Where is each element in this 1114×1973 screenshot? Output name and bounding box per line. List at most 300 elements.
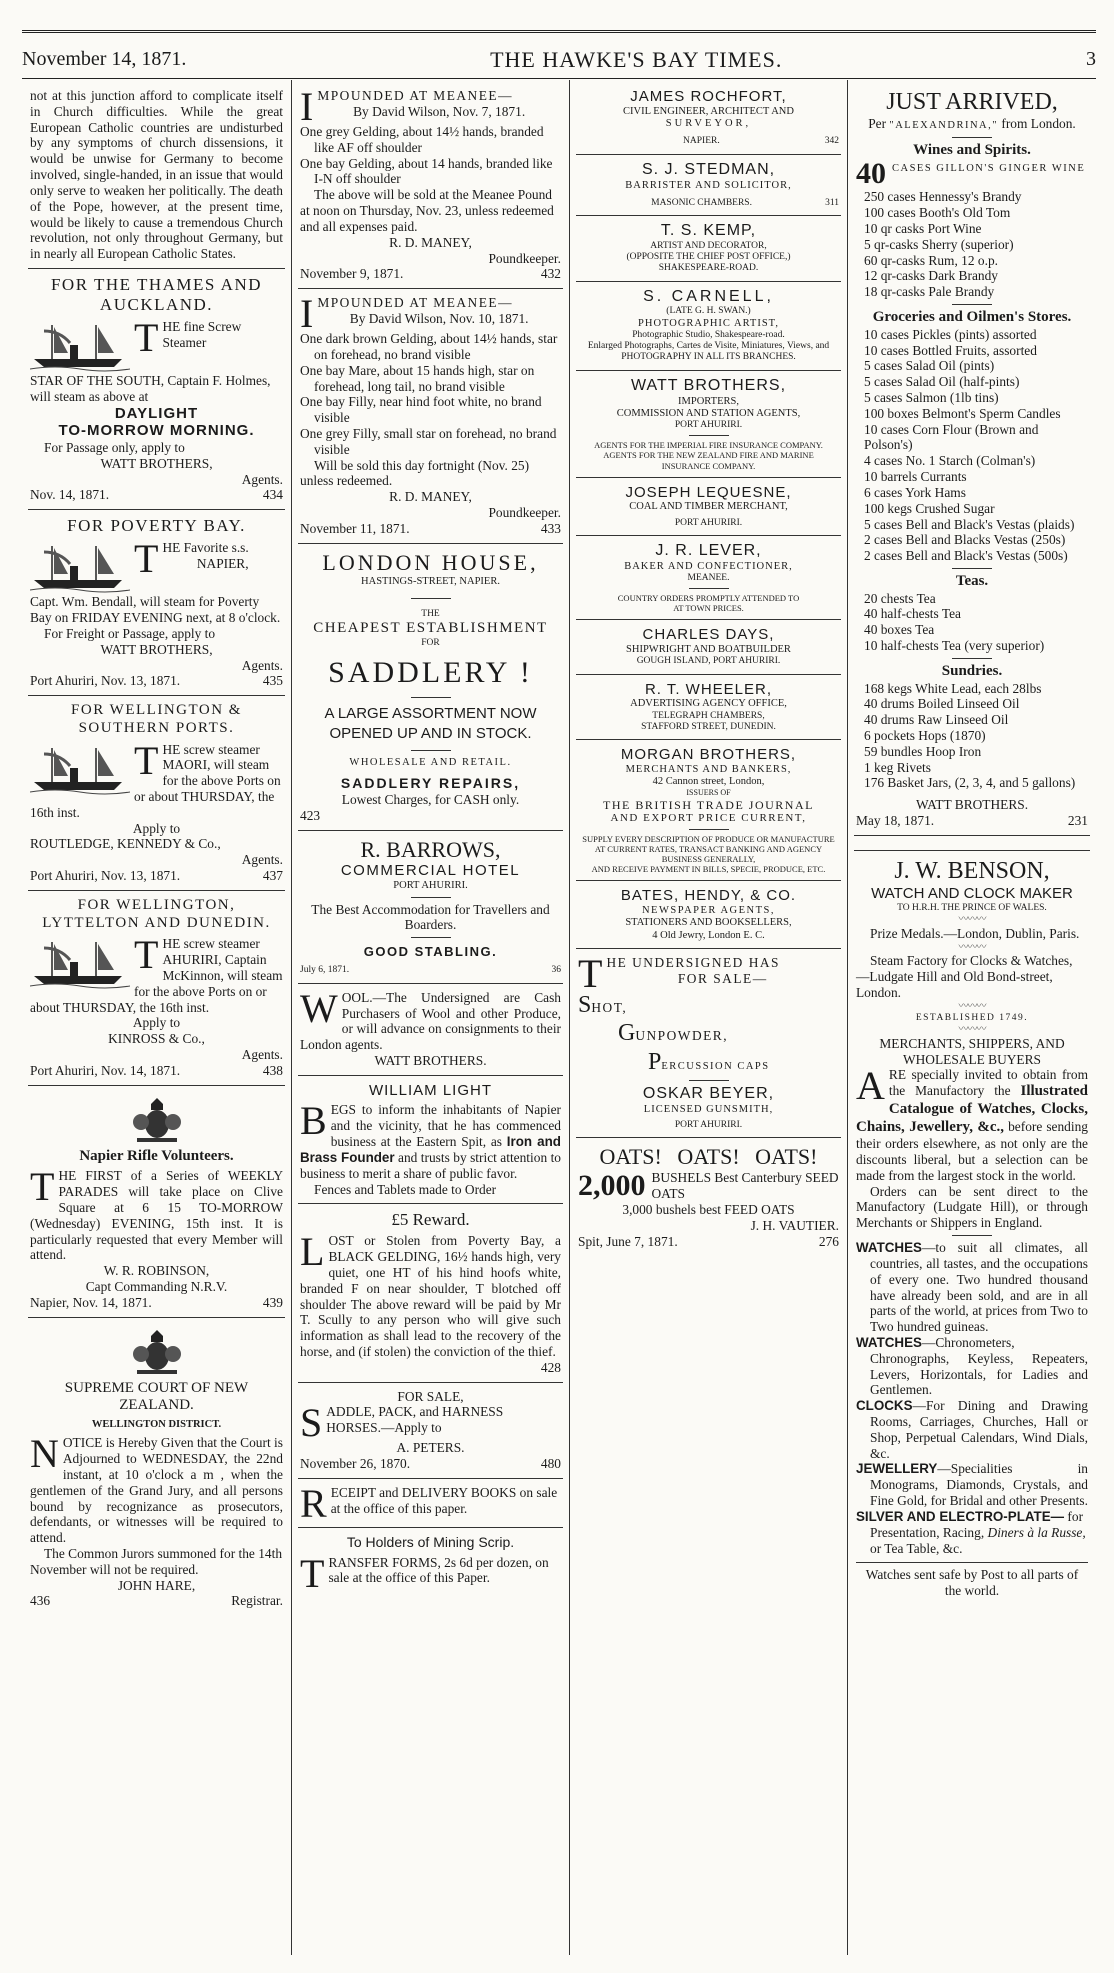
ad-number: 342 <box>824 136 839 147</box>
drop-cap: I <box>300 295 314 332</box>
card-line: SUPPLY EVERY DESCRIPTION OF PRODUCE OR MANUFACTURE AT CURRENT RATES, TRANSACT BANKING AND AGENCY BUSINESS GENERALLY, <box>582 834 835 865</box>
ad-agent: WATT BROTHERS, <box>100 641 213 657</box>
groceries-list <box>856 327 1088 564</box>
ad-body: RANSFER FORMS, 2s 6d per dozen, on sale at the office of this Paper. <box>328 1554 549 1586</box>
drop-cap: P <box>648 1048 662 1075</box>
ad-byline: By David Wilson, Nov. 10, 1871. <box>349 310 529 326</box>
drop-cap: A <box>856 1067 885 1109</box>
divider <box>411 750 451 751</box>
ad-heading: FOR SALE, <box>397 1388 464 1404</box>
list-item: 60 qr-casks Rum, 12 o.p. <box>864 252 998 268</box>
ad-mining-scrip <box>298 1528 563 1597</box>
list-item: 40 boxes Tea <box>864 622 935 638</box>
ad-date: July 6, 1871. <box>300 965 350 976</box>
divider <box>952 304 992 305</box>
steamship-icon <box>30 742 130 796</box>
top-rule <box>22 30 1096 33</box>
ad-heading: OATS! OATS! OATS! <box>599 1144 818 1170</box>
card-name: CHARLES DAYS, <box>642 626 775 644</box>
ad-post: Watches sent safe by Post to all parts of the world. <box>856 1562 1088 1599</box>
ad-number: 437 <box>262 868 283 884</box>
divider <box>689 1080 729 1081</box>
column-2 <box>292 80 570 1955</box>
ad-heading: LONDON HOUSE, <box>322 549 539 575</box>
list-item: 4 cases No. 1 Starch (Colman's) <box>864 453 1036 469</box>
ad-body: HE fine Screw Steamer <box>162 319 242 350</box>
card-line: SURVEYOR, <box>665 118 752 130</box>
masthead <box>22 46 1096 74</box>
ad-body: ADDLE, PACK, and HARNESS HORSES.—Apply to <box>326 1404 504 1436</box>
ad-body: OTICE is Hereby Given that the Court is Adjourned to WEDNESDAY, the 22nd instant, at 10 o'clock a m , when the gentlemen of the Grand Jury, and all persons bound by recognizance as prosecutors, defendants, or witnesses will be required to attend. <box>30 1435 283 1546</box>
card-name: JAMES ROCHFORT, <box>630 88 787 105</box>
ad-impounded-1 <box>298 82 563 289</box>
card-line: ARTIST AND DECORATOR, <box>650 240 767 251</box>
ad-rifle-volunteers <box>28 1086 285 1318</box>
ad-body: HE screw steamer AHURIRI, Captain McKinnon, will steam for the above Ports on or about THURSDAY, the 16th inst. <box>30 936 283 1015</box>
ad-date: May 18, 1871. <box>856 813 935 829</box>
drop-cap: N <box>30 1435 59 1477</box>
ad-number: 439 <box>262 1294 283 1310</box>
card-line: THE BRITISH TRADE JOURNAL <box>603 797 814 812</box>
ad-number: 231 <box>1067 813 1088 829</box>
card-line: PORT AHURIRI. <box>674 517 743 528</box>
card-name: S. J. STEDMAN, <box>641 160 776 178</box>
ad-date: Port Ahuriri, Nov. 14, 1871. <box>30 1062 181 1078</box>
divider <box>411 598 451 599</box>
ad-bold-1: DAYLIGHT <box>114 404 199 422</box>
ad-shot: HOT, <box>591 999 628 1015</box>
card-line: 42 Cannon street, London, <box>652 776 765 788</box>
card-line: GOUGH ISLAND, PORT AHURIRI. <box>636 656 781 667</box>
drop-cap: T <box>578 954 603 991</box>
ad-signature: R. D. MANEY, <box>389 489 472 505</box>
ad-stabling: GOOD STABLING. <box>363 944 498 960</box>
ad-line: BUSHELS Best Canterbury SEED OATS <box>651 1170 839 1202</box>
ad-line: CASES GILLON'S GINGER WINE <box>892 163 1086 175</box>
ad-heading: R. BARROWS, <box>360 836 501 862</box>
card-name: S. CARNELL, <box>643 287 774 305</box>
divider <box>952 137 992 138</box>
card-line: COMMISSION AND STATION AGENTS, <box>616 407 801 419</box>
ad-apply: Apply to <box>132 820 181 836</box>
card-line: TELEGRAPH CHAMBERS, <box>652 710 765 721</box>
ad-number: 428 <box>540 1359 561 1375</box>
ad-gunpowder: UNPOWDER, <box>635 1028 729 1044</box>
ad-number: 438 <box>262 1062 283 1078</box>
divider <box>952 1235 992 1236</box>
card-name: R. T. WHEELER, <box>644 680 773 698</box>
ad-item-text: or Tea Table, &c. <box>870 1540 963 1556</box>
ad-quantity: 40 <box>856 159 886 190</box>
ad-ship: "ALEXANDRINA," <box>889 120 999 132</box>
ad-number: 480 <box>540 1456 561 1472</box>
list-item: 12 qr-casks Dark Brandy <box>864 268 998 284</box>
card-name: JOSEPH LEQUESNE, <box>625 483 792 501</box>
ad-bold-2: TO-MORROW MORNING. <box>58 422 255 440</box>
card-line: COUNTRY ORDERS PROMPTLY ATTENDED TO <box>617 593 800 604</box>
ad-assortment: A LARGE ASSORTMENT NOW OPENED UP AND IN STOCK. <box>324 704 537 742</box>
ad-catalogue: Illustrated Catalogue of Watches, Clocks, Chains, Jewellery, &c., <box>856 1083 1088 1135</box>
squiggle-divider: 〰〰〰 <box>958 941 986 953</box>
ad-agents-label: Agents. <box>241 657 283 673</box>
ad-receipt-books <box>298 1479 563 1528</box>
card-lequesne <box>576 478 841 536</box>
list-item: 5 cases Bell and Black's Vestas (plaids) <box>864 516 1075 532</box>
card-stedman <box>576 155 841 216</box>
list-item: 2 cases Bell and Black's Vestas (500s) <box>864 548 1068 564</box>
drop-cap: L <box>300 1233 325 1275</box>
newspaper-title: THE HAWKE'S BAY TIMES. <box>490 47 783 73</box>
section-heading: Groceries and Oilmen's Stores. <box>872 309 1072 326</box>
ad-lowest: Lowest Charges, for CASH only. <box>341 791 520 807</box>
ad-item-text: —to suit all climates, all countries, all tastes, and the occupations of every one. Two hundred thousand have already been sold, and are in all parts of the world, at prices from Two to Two hundred guineas. <box>870 1240 1088 1335</box>
card-carnell <box>576 282 841 371</box>
spirits-list <box>856 189 1088 300</box>
steamship-icon <box>30 540 130 594</box>
ad-reward <box>298 1204 563 1382</box>
ad-heading: MPOUNDED AT MEANEE— <box>317 88 513 103</box>
steamship-icon <box>30 936 130 990</box>
list-item: 10 cases Pickles (pints) assorted <box>864 326 1037 342</box>
card-bates-hendy <box>576 881 841 949</box>
ad-wholesale: WHOLESALE AND RETAIL. <box>349 757 512 768</box>
page-number: 3 <box>1086 48 1096 71</box>
ad-body-2: The Common Jurors summoned for the 14th November will not be required. <box>30 1546 283 1577</box>
ad-agents-label: Agents. <box>241 1046 283 1062</box>
ad-supreme-court <box>28 1318 285 1616</box>
ad-per: Per <box>868 116 887 132</box>
ad-established: ESTABLISHED 1749. <box>915 1012 1029 1023</box>
section-heading: Wines and Spirits. <box>913 141 1031 158</box>
ad-body: HE Favorite s.s. <box>162 540 249 556</box>
ad-keyword: CLOCKS <box>856 1398 913 1414</box>
ad-role: Registrar. <box>231 1593 283 1609</box>
ad-agents-label: Agents. <box>241 471 283 487</box>
ad-lyttelton <box>28 891 285 1086</box>
squiggle-divider: 〰〰〰 <box>958 1000 986 1012</box>
card-line: SHIPWRIGHT AND BOATBUILDER <box>626 643 791 655</box>
card-line: BARRISTER AND SOLICITOR, <box>625 179 792 191</box>
list-item: 40 half-chests Tea <box>864 606 961 622</box>
ad-thames <box>28 269 285 510</box>
ad-line: TO H.R.H. THE PRINCE OF WALES. <box>897 902 1047 913</box>
card-name: T. S. KEMP, <box>660 222 757 240</box>
list-item: 10 half-chests Tea (very superior) <box>864 638 1045 654</box>
card-line: MEANEE. <box>687 573 730 584</box>
ad-from: from London. <box>1001 116 1076 132</box>
ad-date: November 9, 1871. <box>300 266 404 282</box>
ad-cheapest: CHEAPEST ESTABLISHMENT <box>313 620 548 637</box>
royal-crest-icon <box>127 1096 187 1144</box>
ad-signature: R. D. MANEY, <box>389 234 472 250</box>
ad-line: MERCHANTS, SHIPPERS, AND WHOLESALE BUYERS <box>879 1035 1065 1067</box>
card-line: NAPIER. <box>683 136 720 147</box>
section-heading: Sundries. <box>941 662 1003 679</box>
card-rochfort <box>576 82 841 155</box>
ad-number: 36 <box>551 965 561 976</box>
card-name: J. R. LEVER, <box>655 541 762 559</box>
ad-text: Capt. Wm. Bendall, will steam for Poverty Bay on FRIDAY EVENING next, at 8 o'clock. <box>30 594 281 626</box>
list-item: 40 drums Raw Linseed Oil <box>864 712 1009 728</box>
drop-cap: R <box>300 1485 327 1522</box>
ad-heading: JUST ARRIVED, <box>886 89 1058 115</box>
ad-number: 436 <box>30 1593 51 1609</box>
card-morgan <box>576 740 841 881</box>
drop-cap: T <box>134 319 159 361</box>
ad-body: HE screw steamer MAORI, will steam for the above Ports on or about THURSDAY, the 16th inst. <box>30 741 281 820</box>
ad-fences: Fences and Tablets made to Order <box>314 1181 497 1197</box>
card-name: WATT BROTHERS, <box>630 376 787 394</box>
card-line: AT TOWN PRICES. <box>673 603 744 614</box>
card-watt-brothers <box>576 371 841 478</box>
ad-signature: JOHN HARE, <box>117 1577 196 1593</box>
ad-number: 434 <box>262 487 283 503</box>
ad-line: One grey Gelding, about 14½ hands, branded like AF off shoulder <box>300 124 544 155</box>
ad-date: November 11, 1871. <box>300 520 410 536</box>
ad-for-sale <box>298 1383 563 1479</box>
columns <box>22 80 1096 1955</box>
ad-rank: Capt Commanding N.R.V. <box>85 1278 228 1294</box>
ad-item-text: —Chronometers, Chronographs, Keyless, Repeaters, Levers, Horizontals, for Ladies and Gentlemen. <box>870 1334 1088 1398</box>
ad-item <box>856 1461 1088 1508</box>
drop-cap: G <box>618 1020 636 1047</box>
card-name: OSKAR BEYER, <box>642 1084 775 1102</box>
list-item: 10 barrels Currants <box>864 469 967 485</box>
list-item: 2 cases Bell and Blacks Vestas (250s) <box>864 532 1066 548</box>
ad-impounded-2 <box>298 289 563 544</box>
card-line: CIVIL ENGINEER, ARCHITECT AND <box>623 105 794 117</box>
card-line: MERCHANTS AND BANKERS, <box>625 763 792 775</box>
ad-number: 433 <box>540 520 561 536</box>
ad-heading: FOR WELLINGTON & SOUTHERN PORTS. <box>71 702 242 736</box>
ad-keyword: JEWELLERY <box>856 1461 938 1477</box>
ad-item-italic: Diners à la Russe, <box>987 1524 1086 1540</box>
drop-cap: B <box>300 1102 327 1144</box>
ad-item-text: —For Dining and Drawing Rooms, Carriages, Churches, Hall or Shop, Perpetual Calendars, Wind Dials, &c. <box>870 1398 1088 1461</box>
drop-cap: I <box>300 88 314 124</box>
ad-role: Poundkeeper. <box>488 505 561 521</box>
card-line: NEWSPAPER AGENTS, <box>641 904 776 916</box>
card-line: AGENTS FOR THE NEW ZEALAND FIRE AND MARINE INSURANCE COMPANY. <box>603 450 814 471</box>
list-item: 5 cases Salmon (1lb tins) <box>864 390 999 405</box>
ad-body: OST or Stolen from Poverty Bay, a BLACK GELDING, 16½ hands high, very quiet, one HT of his hind hoofs white, branded F on near shoulder, T blotched off shoulder The above reward will be paid by Mr T. Scully to any person who will give such information as shall lead to the recovery of the horse, and (if stolen) the conviction of the thief. <box>300 1233 561 1360</box>
list-item: 5 cases Salad Oil (half-pints) <box>864 374 1020 390</box>
card-line: PORT AHURIRI. <box>674 1120 743 1131</box>
ad-keyword: SILVER AND ELECTRO-PLATE— <box>856 1508 1065 1524</box>
list-item: 1 keg Rivets <box>864 759 931 775</box>
ad-date: Nov. 14, 1871. <box>30 487 110 503</box>
ad-line: The above will be sold at the Meanee Pound at noon on Thursday, Nov. 23, unless redeemed and all expenses paid. <box>300 187 554 234</box>
ship-name: NAPIER, <box>196 556 249 572</box>
ad-street: HASTINGS-STREET, NAPIER. <box>361 575 500 587</box>
ad-line: Prize Medals.—London, Dublin, Paris. <box>870 925 1080 941</box>
ad-heading: WILLIAM LIGHT <box>368 1081 493 1099</box>
ad-agents-label: Agents. <box>241 852 283 868</box>
ad-line: One bay Gelding, about 14 hands, branded like I-N off shoulder <box>300 155 553 187</box>
list-item: 10 cases Bottled Fruits, assorted <box>864 342 1037 358</box>
ad-body: ECEIPT and DELIVERY BOOKS on sale at the office of this paper. <box>330 1485 558 1516</box>
ad-number: 423 <box>300 807 321 823</box>
list-item: 250 cases Hennessy's Brandy <box>864 189 1022 205</box>
ad-bold: Iron and Brass Founder <box>300 1134 561 1165</box>
court-district: WELLINGTON DISTRICT. <box>91 1418 222 1430</box>
divider <box>411 897 451 898</box>
sundries-list <box>856 681 1088 792</box>
article-continuation: not at this junction afford to complicate itself in Church difficulties. While the great European Catholic countries are undisturbed by any symptoms of church dissensions, it would be unwise for Germany to become involved, single-handed, in an issue that would only serve to weaken her politically. The death of the Pope, however, at the present time, would be likely to cause a tremendous Church revolution, not only throughout Germany, but in nearly all European Catholic States. <box>28 82 285 269</box>
ad-line: One bay Filly, near hind foot white, no brand visible <box>300 394 542 426</box>
card-line: PHOTOGRAPHIC ARTIST, <box>638 317 779 329</box>
ad-best: The Best Accommodation for Travellers and Boarders. <box>311 901 550 933</box>
card-line: ISSUERS OF <box>686 788 731 798</box>
ad-signature: WATT BROTHERS. <box>374 1052 487 1068</box>
list-item: 20 chests Tea <box>864 590 936 606</box>
card-kemp <box>576 216 841 281</box>
card-wheeler <box>576 675 841 740</box>
card-line: PHOTOGRAPHY IN ALL ITS BRANCHES. <box>621 352 796 363</box>
ad-line: FOR SALE— <box>677 970 768 986</box>
card-line: ADVERTISING AGENCY OFFICE, <box>630 698 787 710</box>
ad-agent: WATT BROTHERS, <box>100 455 213 471</box>
card-line: (OPPOSITE THE CHIEF POST OFFICE,) <box>626 252 791 263</box>
ad-line: 3,000 bushels best FEED OATS <box>622 1202 795 1218</box>
list-item: 10 cases Corn Flour (Brown and Polson's) <box>864 421 1039 453</box>
squiggle-divider: 〰〰〰 <box>958 1023 986 1035</box>
drop-cap: T <box>134 540 159 582</box>
ad-number: 432 <box>540 266 561 282</box>
card-line: BAKER AND CONFECTIONER, <box>624 560 793 572</box>
ad-for: FOR <box>421 637 440 648</box>
ad-percussion: ERCUSSION CAPS <box>661 1060 770 1072</box>
list-item: 100 boxes Belmont's Sperm Candles <box>864 405 1061 421</box>
column-1 <box>22 80 292 1955</box>
ad-date: Port Ahuriri, Nov. 13, 1871. <box>30 673 181 689</box>
divider <box>411 937 451 938</box>
ad-item <box>856 1509 1088 1556</box>
ad-poverty-bay <box>28 510 285 696</box>
ad-benson <box>854 850 1090 1605</box>
card-line: STATIONERS AND BOOKSELLERS, <box>625 917 792 929</box>
ad-body-2: and trusts by strict attention to business to merit a share of public favor. <box>300 1149 561 1181</box>
drop-cap: W <box>300 989 338 1031</box>
card-name: BATES, HENDY, & CO. <box>620 887 797 905</box>
ad-southern-ports <box>28 696 285 891</box>
royal-crest-icon <box>127 1328 187 1376</box>
card-line: SHAKESPEARE-ROAD. <box>658 263 759 274</box>
drop-cap: T <box>134 741 159 783</box>
ad-number: 311 <box>825 197 839 208</box>
card-line: Photographic Studio, Shakespeare-road. <box>632 330 785 341</box>
list-item: 168 kegs White Lead, each 28lbs <box>864 680 1042 696</box>
ad-line: before sending their orders elsewhere, as not only are the discounts liberal, but a selection can be made from the largest stock in the world. <box>856 1118 1088 1183</box>
column-4 <box>848 80 1096 1955</box>
ad-the: THE <box>421 609 440 620</box>
ad-william-light <box>298 1076 563 1205</box>
drop-cap: S <box>578 991 592 1018</box>
card-line: MASONIC CHAMBERS. <box>651 197 752 208</box>
ad-number: 276 <box>818 1233 839 1249</box>
ship-name: STAR OF THE SOUTH, Captain F. Holmes, will steam as above at <box>30 373 271 404</box>
ad-date: Spit, June 7, 1871. <box>578 1233 678 1249</box>
ad-oskar-beyer <box>576 949 841 1138</box>
ad-oats <box>576 1138 841 1255</box>
ad-line: Orders can be sent direct to the Manufactory (Ludgate Hill), or through Merchants or Shippers in England. <box>856 1183 1088 1231</box>
divider <box>689 435 729 436</box>
ad-line: WATCH AND CLOCK MAKER <box>871 885 1073 903</box>
card-line: LICENSED GUNSMITH, <box>643 1103 774 1115</box>
list-item: 100 cases Booth's Old Tom <box>864 205 1011 221</box>
drop-cap: S <box>300 1404 323 1441</box>
ad-item-text: for Presentation, Racing, <box>870 1508 1084 1540</box>
list-item: 40 drums Boiled Linseed Oil <box>864 696 1020 712</box>
ad-apply: Apply to <box>132 1015 181 1031</box>
ad-line: One grey Filly, small star on forehead, no brand visible <box>300 426 557 457</box>
ad-agent: ROUTLEDGE, KENNEDY & Co., <box>30 836 221 852</box>
ad-repairs: SADDLERY REPAIRS, <box>340 775 521 792</box>
card-line: AND RECEIVE PAYMENT IN BILLS, SPECIE, PRODUCE, ETC. <box>591 864 826 875</box>
ad-item <box>856 1335 1088 1398</box>
column-3 <box>570 80 848 1955</box>
card-line: Enlarged Photographs, Cartes de Visite, Miniatures, Views, and <box>587 341 830 352</box>
ad-saddlery: SADDLERY ! <box>328 656 533 690</box>
ad-heading: MPOUNDED AT MEANEE— <box>317 295 513 311</box>
card-line: AND EXPORT PRICE CURRENT, <box>610 812 807 825</box>
list-item: 59 bundles Hoop Iron <box>864 743 982 759</box>
section-heading: Teas. <box>955 572 989 589</box>
ad-barrows <box>298 831 563 984</box>
ad-line: One bay Mare, about 15 hands high, star on forehead, long tail, no brand visible <box>300 362 535 394</box>
ad-date: Napier, Nov. 14, 1871. <box>30 1294 152 1310</box>
ad-just-arrived <box>854 82 1090 836</box>
ad-heading: Napier Rifle Volunteers. <box>79 1147 234 1164</box>
ad-signature: WATT BROTHERS. <box>915 797 1029 813</box>
ad-heading: J. W. BENSON, <box>894 857 1050 884</box>
masthead-rule <box>22 78 1096 79</box>
divider <box>689 588 729 589</box>
ad-body: OOL.—The Undersigned are Cash Purchasers of Wool and other Produce, or will advance on consignments to their London agents. <box>300 989 561 1053</box>
ad-apply: For Freight or Passage, apply to <box>44 625 216 641</box>
divider <box>952 658 992 659</box>
ad-signature: J. H. VAUTIER. <box>750 1218 839 1234</box>
list-item: 100 kegs Crushed Sugar <box>864 500 995 516</box>
steamship-icon <box>30 319 130 373</box>
ad-port: PORT AHURIRI. <box>393 880 468 892</box>
ad-line: One dark brown Gelding, about 14½ hands, star on forehead, no brand visible <box>300 331 558 362</box>
card-name: MORGAN BROTHERS, <box>620 746 797 763</box>
ad-signature: A. PETERS. <box>396 1440 465 1456</box>
ad-signature: W. R. ROBINSON, <box>103 1263 210 1279</box>
drop-cap: T <box>134 936 159 978</box>
card-line: IMPORTERS, <box>678 395 739 407</box>
ad-hotel: COMMERCIAL HOTEL <box>340 862 521 880</box>
ad-number: 435 <box>262 673 283 689</box>
ad-byline: By David Wilson, Nov. 7, 1871. <box>353 103 526 119</box>
card-line: STAFFORD STREET, DUNEDIN. <box>641 721 776 732</box>
ad-date: Port Ahuriri, Nov. 13, 1871. <box>30 868 181 884</box>
list-item: 18 qr-casks Pale Brandy <box>864 284 995 300</box>
list-item: 6 cases York Hams <box>864 484 966 500</box>
drop-cap: T <box>30 1168 55 1210</box>
ad-apply: For Passage only, apply to <box>44 440 185 456</box>
divider <box>689 829 729 830</box>
drop-cap: T <box>300 1554 325 1591</box>
list-item: 5 cases Salad Oil (pints) <box>864 358 995 374</box>
ad-heading: SUPREME COURT OF NEW ZEALAND. <box>64 1379 249 1414</box>
ad-london-house <box>298 544 563 831</box>
ad-body: EGS to inform the inhabitants of Napier and the vicinity, that he has commenced business at the Eastern Spit, as <box>330 1102 561 1150</box>
ad-item <box>856 1240 1088 1335</box>
ad-line: Steam Factory for Clocks & Watches, —Ludgate Hill and Old Bond-street, London. <box>856 953 1073 1001</box>
ad-heading: FOR POVERTY BAY. <box>67 516 246 536</box>
